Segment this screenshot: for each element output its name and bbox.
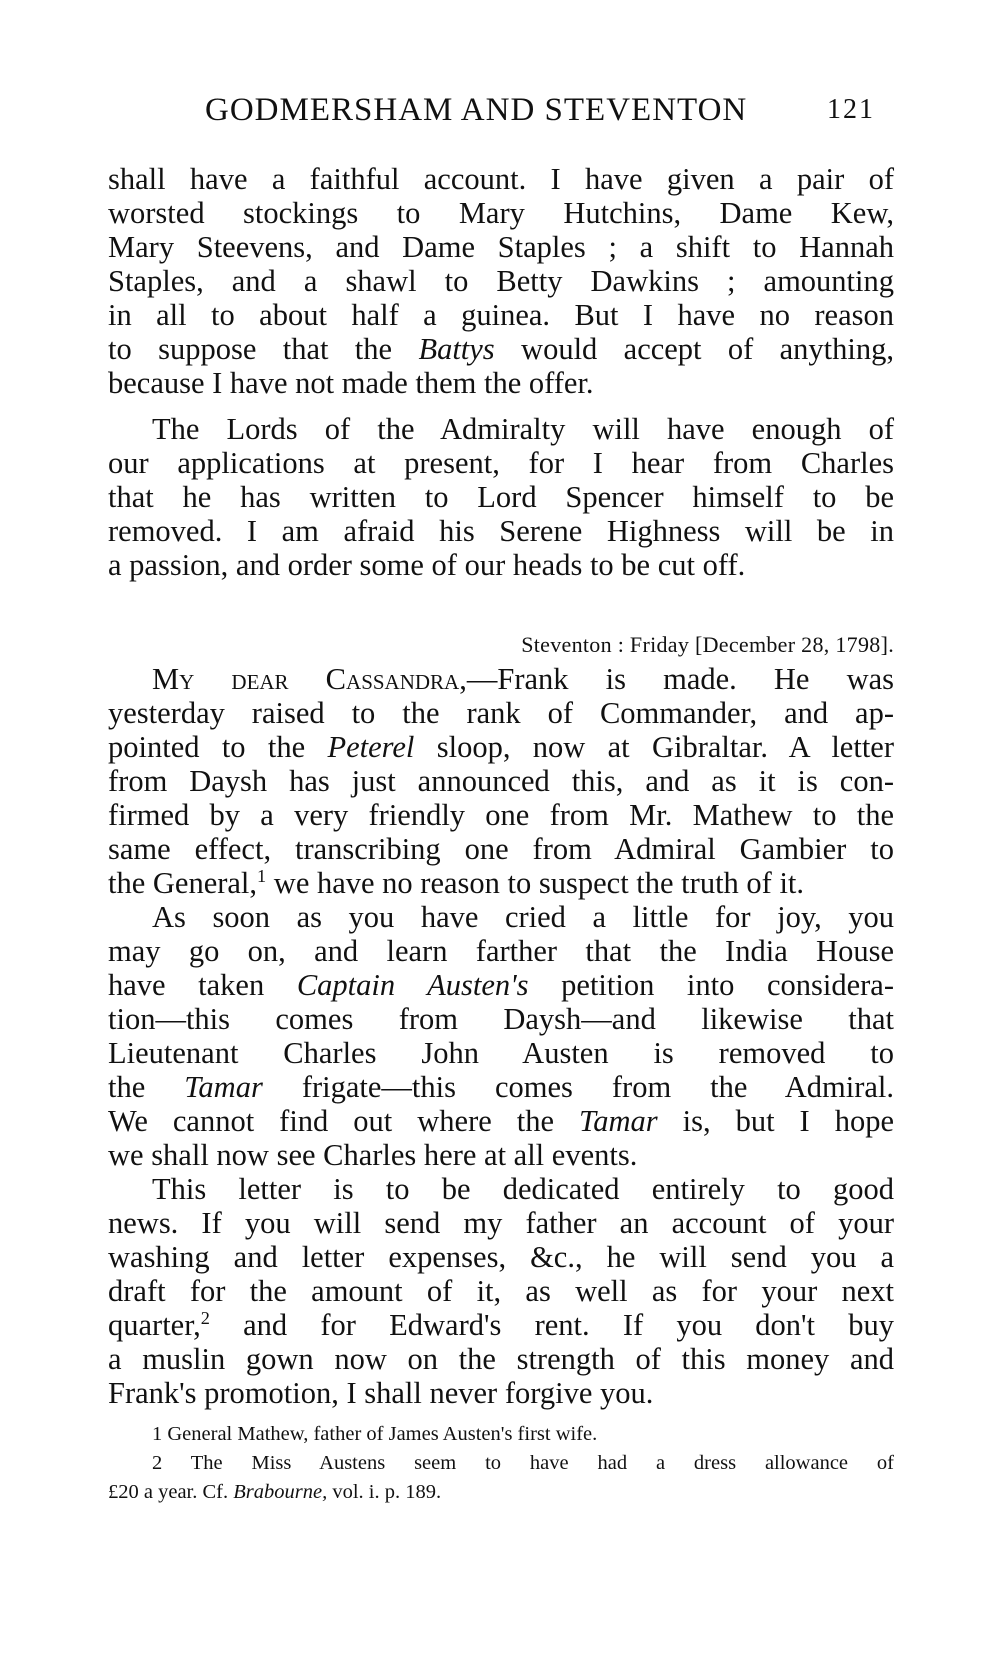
paragraph-2 bbox=[108, 412, 894, 582]
text-line bbox=[108, 332, 894, 366]
text-line: As soon as you have cried a little for joy, you bbox=[152, 900, 894, 934]
text-run: pointed to the bbox=[108, 730, 328, 764]
text-line: a muslin gown now on the strength of this money and bbox=[108, 1342, 894, 1376]
text-run: 2 bbox=[200, 1307, 210, 1328]
text-run: the General, bbox=[108, 866, 258, 900]
text-line: a passion, and order some of our heads to be cut off. bbox=[108, 548, 746, 582]
text-run: would accept of anything, bbox=[494, 332, 895, 366]
text-run: Peterel bbox=[327, 730, 415, 764]
text-run: to suppose that the bbox=[108, 332, 419, 366]
text-run: petition into considera- bbox=[528, 968, 894, 1002]
text-run: quarter, bbox=[108, 1308, 201, 1342]
text-run: £20 a year. Cf. bbox=[108, 1481, 234, 1503]
text-line: removed. I am afraid his Serene Highness will be in bbox=[108, 514, 894, 548]
text-run: frigate—this comes from the Admiral. bbox=[262, 1070, 894, 1104]
text-line bbox=[108, 1104, 894, 1138]
text-run: vol. i. p. 189. bbox=[327, 1481, 442, 1503]
text-line: yesterday raised to the rank of Commander, and ap- bbox=[108, 696, 894, 730]
text-run: We cannot find out where the bbox=[108, 1104, 580, 1138]
text-line bbox=[108, 1420, 894, 1449]
text-run: —Frank is made. He was bbox=[466, 662, 894, 696]
text-line bbox=[108, 1478, 894, 1507]
text-run: and for Edward's rent. If you don't buy bbox=[209, 1308, 894, 1342]
text-run: Tamar bbox=[579, 1104, 658, 1138]
running-header bbox=[205, 92, 885, 129]
text-line: we shall now see Charles here at all events. bbox=[108, 1138, 638, 1172]
text-line bbox=[108, 1308, 894, 1342]
text-line: news. If you will send my father an account of your bbox=[108, 1206, 894, 1240]
paragraph-1 bbox=[108, 162, 894, 400]
letter-dateline: Steventon : Friday [December 28, 1798]. bbox=[521, 632, 894, 657]
text-run: 1 bbox=[257, 865, 267, 886]
text-run: My dear Cassandra, bbox=[152, 662, 467, 696]
text-line: that he has written to Lord Spencer himself to be bbox=[108, 480, 894, 514]
text-line: in all to about half a guinea. But I have no reason bbox=[108, 298, 894, 332]
text-run: Tamar bbox=[184, 1070, 263, 1104]
text-line: tion—this comes from Daysh—and likewise that bbox=[108, 1002, 894, 1036]
text-line: Staples, and a shawl to Betty Dawkins ; amounting bbox=[108, 264, 894, 298]
text-line: our applications at present, for I hear from Charles bbox=[108, 446, 894, 480]
text-run: is, but I hope bbox=[657, 1104, 894, 1138]
text-run: Battys bbox=[418, 332, 495, 366]
text-run: 2 The Miss Austens seem to have had a dress allowance of bbox=[152, 1452, 894, 1474]
text-line bbox=[108, 662, 894, 696]
text-line: same effect, transcribing one from Admiral Gambier to bbox=[108, 832, 894, 866]
text-line: because I have not made them the offer. bbox=[108, 366, 594, 400]
text-line bbox=[108, 968, 894, 1002]
text-line: This letter is to be dedicated entirely to good bbox=[152, 1172, 894, 1206]
text-line: worsted stockings to Mary Hutchins, Dame Kew, bbox=[108, 196, 894, 230]
text-line: shall have a faithful account. I have given a pair of bbox=[108, 162, 894, 196]
text-line: Frank's promotion, I shall never forgive you. bbox=[108, 1376, 654, 1410]
text-line: washing and letter expenses, &c., he will send you a bbox=[108, 1240, 894, 1274]
text-run: have taken bbox=[108, 968, 297, 1002]
paragraph-5 bbox=[108, 1172, 894, 1410]
text-run: Captain Austen's bbox=[296, 968, 529, 1002]
text-line: may go on, and learn farther that the India House bbox=[108, 934, 894, 968]
text-run: we have no reason to suspect the truth of it. bbox=[266, 866, 805, 900]
text-line: The Lords of the Admiralty will have enough of bbox=[152, 412, 894, 446]
footnote-2 bbox=[108, 1449, 894, 1507]
text-line bbox=[108, 730, 894, 764]
text-run: 1 General Mathew, father of James Austen's first wife. bbox=[152, 1423, 598, 1445]
text-run: sloop, now at Gibraltar. A letter bbox=[414, 730, 894, 764]
text-run: the bbox=[108, 1070, 185, 1104]
text-line: Lieutenant Charles John Austen is removed to bbox=[108, 1036, 894, 1070]
running-title: GODMERSHAM AND STEVENTON bbox=[205, 92, 748, 128]
text-line: from Daysh has just announced this, and as it is con- bbox=[108, 764, 894, 798]
text-line: Mary Steevens, and Dame Staples ; a shift to Hannah bbox=[108, 230, 894, 264]
text-run: Brabourne, bbox=[233, 1481, 328, 1503]
text-line: draft for the amount of it, as well as for your next bbox=[108, 1274, 894, 1308]
text-line: firmed by a very friendly one from Mr. Mathew to the bbox=[108, 798, 894, 832]
page-number: 121 bbox=[827, 94, 875, 125]
paragraph-3 bbox=[108, 662, 894, 900]
text-line bbox=[108, 1070, 894, 1104]
footnote-1 bbox=[108, 1420, 894, 1449]
paragraph-4 bbox=[108, 900, 894, 1172]
text-line bbox=[108, 866, 894, 900]
text-line bbox=[108, 1449, 894, 1478]
